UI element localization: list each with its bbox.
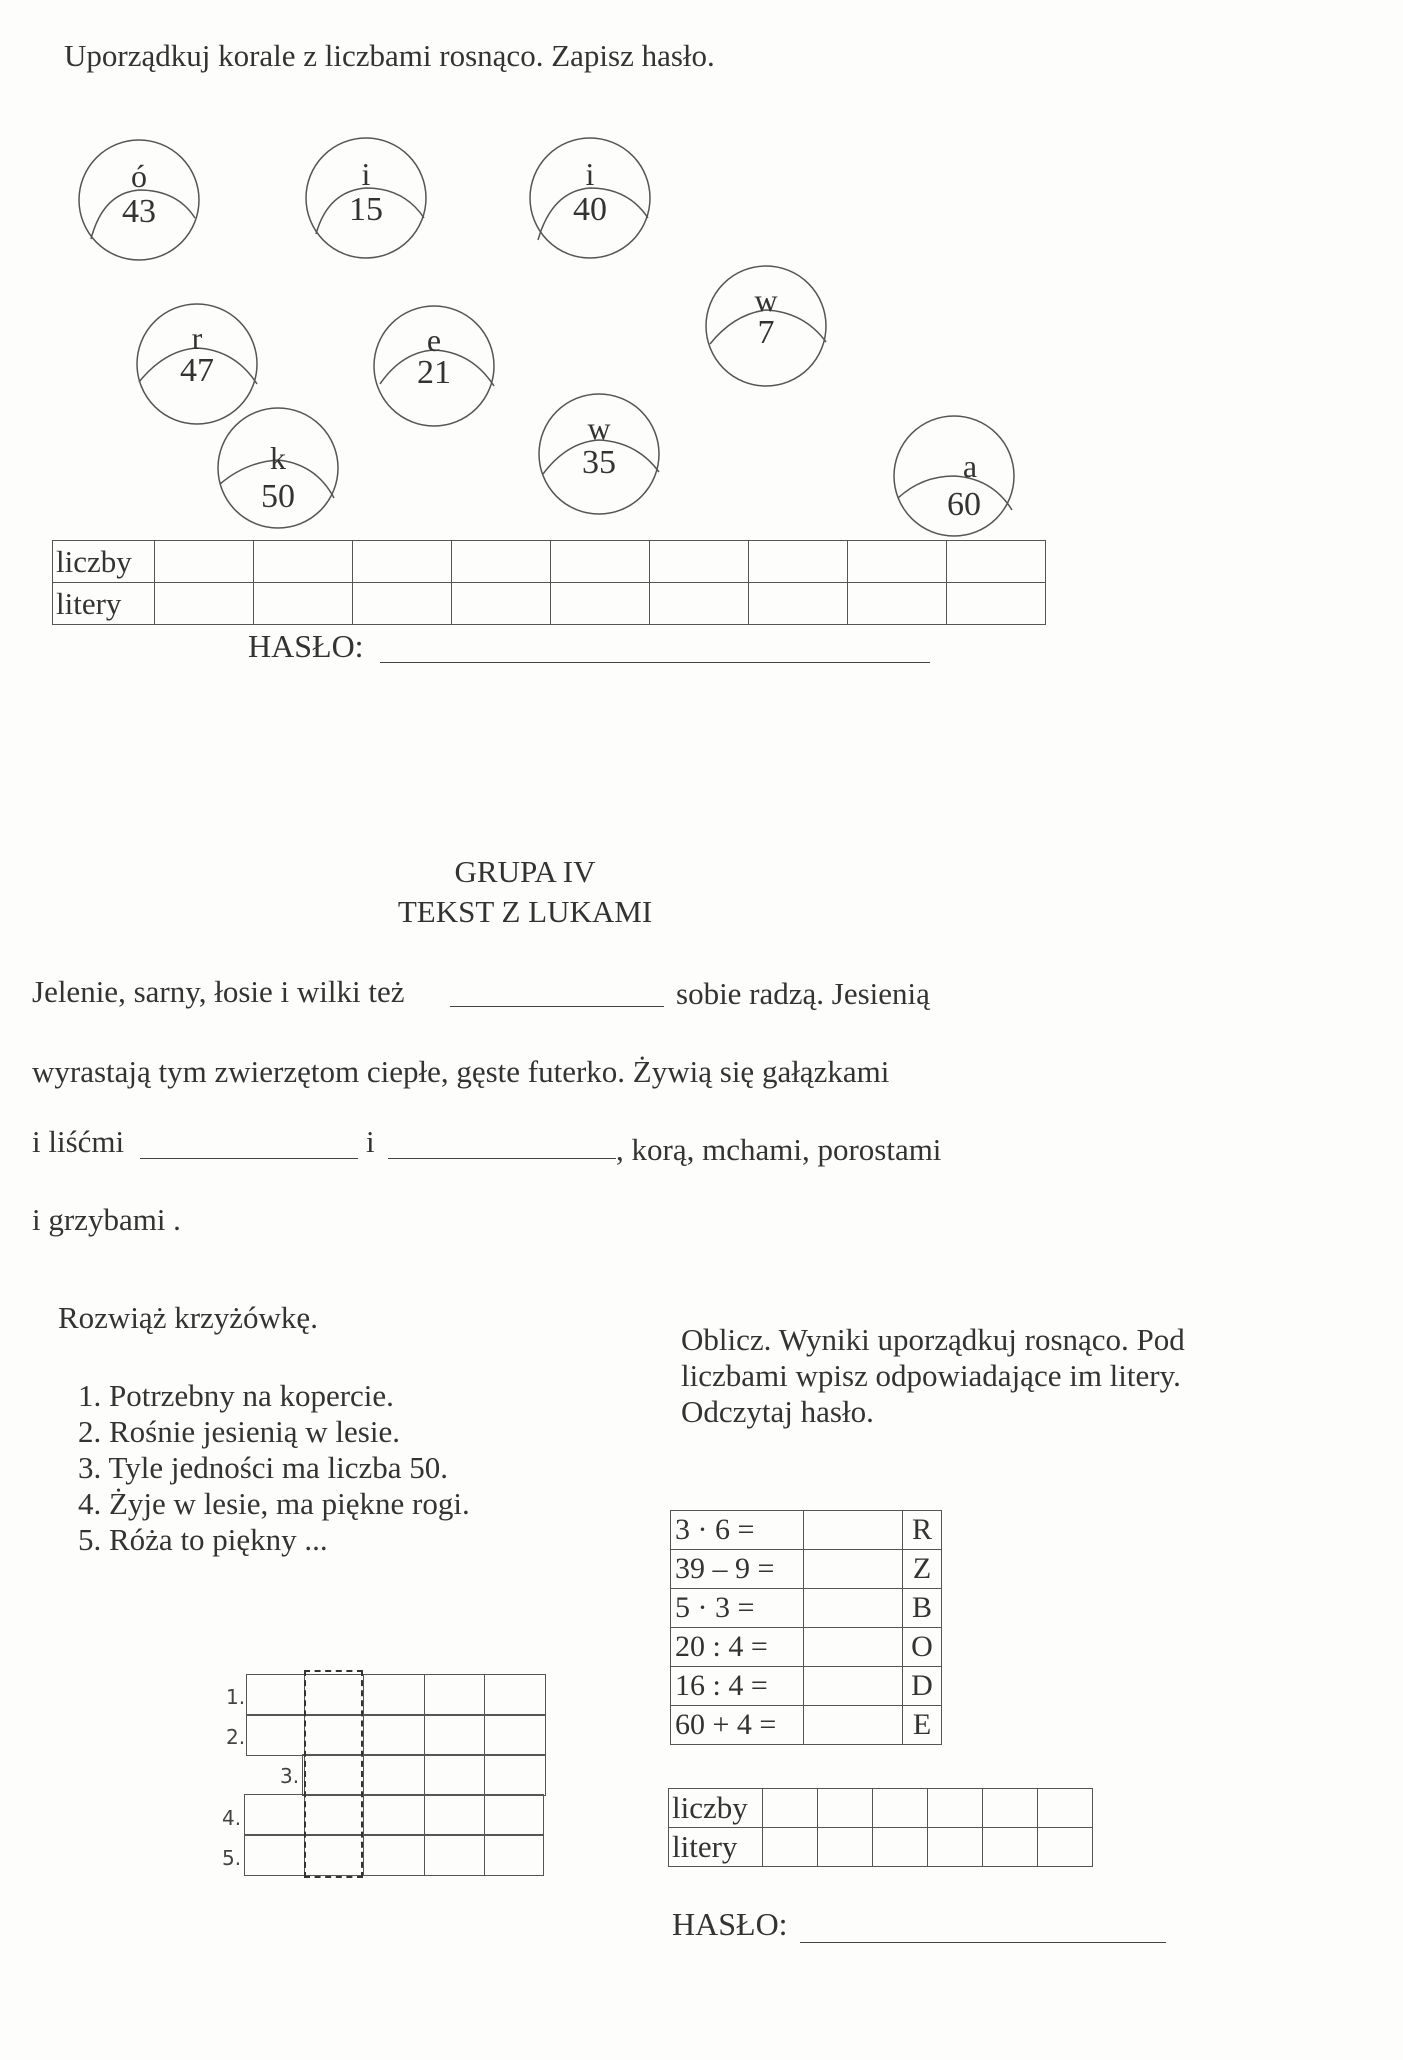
row-label-numbers: liczby [669,1789,763,1828]
calc-password-label: HASŁO: [672,1906,788,1942]
answer-cell[interactable] [254,541,353,583]
bead [304,136,428,260]
bead [372,304,496,428]
clue: 4. Żyje w lesie, ma piękne rogi. [78,1486,470,1521]
crossword-row-1[interactable] [246,1674,546,1716]
calc-row [671,1706,942,1745]
task1-answer-table [52,540,1046,625]
crossword-row-number: 1. [226,1685,246,1709]
answer-cell[interactable] [947,583,1046,625]
calc-instruction-line2: liczbami wpisz odpowiadające im litery. [681,1358,1181,1393]
calc-result-cell[interactable] [804,1706,903,1745]
crossword-instruction: Rozwiąż krzyżówkę. [58,1300,318,1335]
bead-number: 43 [122,193,156,230]
calc-expression: 3 · 6 = [671,1511,804,1550]
clue: 5. Róża to piękny ... [78,1522,328,1557]
crossword-row-2[interactable] [246,1714,546,1756]
bead-number: 50 [261,478,295,515]
calc-instruction-line3: Odczytaj hasło. [681,1394,874,1429]
bead-letter: ó [131,158,147,194]
calc-expression: 5 · 3 = [671,1589,804,1628]
answer-cell[interactable] [848,583,947,625]
calc-password-line[interactable] [800,1942,1166,1943]
answer-cell[interactable] [551,541,650,583]
clue: 1. Potrzebny na kopercie. [78,1378,394,1413]
bead-number: 47 [180,352,214,389]
crossword-row-number: 3. [280,1764,300,1788]
calc-expression: 20 : 4 = [671,1628,804,1667]
text-line-4: i grzybami . [32,1202,181,1237]
bead-letter: i [361,156,371,192]
calc-result-cell[interactable] [804,1589,903,1628]
calc-row [671,1511,942,1550]
answer-cell[interactable] [873,1789,928,1828]
answer-cell[interactable] [650,583,749,625]
task1-instruction: Uporządkuj korale z liczbami rosnąco. Zapisz hasło. [64,38,715,73]
bead-letter: k [270,440,286,476]
crossword-row-number: 5. [222,1846,242,1870]
calc-expression: 60 + 4 = [671,1706,804,1745]
answer-cell[interactable] [818,1828,873,1867]
answer-cell[interactable] [818,1789,873,1828]
text-line-3b: i [366,1124,375,1159]
calc-letter: E [903,1706,942,1745]
calc-result-cell[interactable] [804,1550,903,1589]
crossword-row-number: 4. [222,1806,242,1830]
answer-cell[interactable] [551,583,650,625]
bead-letter: i [585,156,595,192]
bead [216,406,340,530]
answer-cell[interactable] [749,583,848,625]
calc-letter: O [903,1628,942,1667]
calc-result-cell[interactable] [804,1628,903,1667]
bead-number: 7 [757,314,775,351]
clue: 2. Rośnie jesienią w lesie. [78,1414,400,1449]
calc-letter: Z [903,1550,942,1589]
gap-1[interactable] [450,1006,664,1007]
answer-cell[interactable] [353,541,452,583]
answer-cell[interactable] [353,583,452,625]
text-line-1b: sobie radzą. Jesienią [676,976,930,1011]
calc-table [670,1510,942,1745]
answer-cell[interactable] [452,541,551,583]
answer-cell[interactable] [155,583,254,625]
answer-cell[interactable] [155,541,254,583]
group-title: GRUPA IV [454,854,596,889]
bead-letter: r [191,320,203,356]
bead-number: 40 [573,191,607,228]
crossword-row-4[interactable] [244,1794,544,1836]
answer-cell[interactable] [763,1789,818,1828]
gap-3[interactable] [388,1158,616,1159]
bead-letter: e [426,322,442,358]
password-line[interactable] [380,662,930,663]
answer-cell[interactable] [947,541,1046,583]
row-label-numbers: liczby [53,541,155,583]
crossword-column-line [424,1674,425,1876]
calc-expression: 16 : 4 = [671,1667,804,1706]
answer-cell[interactable] [254,583,353,625]
text-line-2: wyrastają tym zwierzętom ciepłe, gęste futerko. Żywią się gałązkami [32,1054,890,1089]
password-label: HASŁO: [248,628,364,664]
answer-cell[interactable] [873,1828,928,1867]
bead [528,136,652,260]
row-label-letters: litery [53,583,155,625]
calc-letter: B [903,1589,942,1628]
answer-cell[interactable] [1038,1789,1093,1828]
bead-number: 35 [582,444,616,481]
group-subtitle: TEKST Z LUKAMI [397,894,653,929]
text-line-3c: , korą, mchami, porostami [616,1132,942,1167]
bead [704,264,828,388]
text-line-1a: Jelenie, sarny, łosie i wilki też [32,974,405,1009]
calc-row [671,1667,942,1706]
bead-number: 15 [349,191,383,228]
crossword-column-line [363,1674,364,1876]
bead [77,138,201,262]
calc-row [671,1628,942,1667]
bead-letter: w [587,410,611,446]
calc-result-cell[interactable] [804,1667,903,1706]
crossword-row-number: 2. [226,1725,246,1749]
answer-cell[interactable] [650,541,749,583]
bead-number: 21 [417,354,451,391]
crossword-column-line [484,1674,485,1876]
calc-row [671,1550,942,1589]
calc-row [671,1589,942,1628]
calc-result-cell[interactable] [804,1511,903,1550]
calc-expression: 39 – 9 = [671,1550,804,1589]
bead [537,392,661,516]
text-line-3a: i liśćmi [32,1124,125,1159]
answer-cell[interactable] [749,541,848,583]
bead-number: 60 [947,486,981,523]
answer-cell[interactable] [1038,1828,1093,1867]
bead-letter: a [962,448,978,484]
bead [892,414,1016,538]
bead-letter: w [754,282,778,318]
answer-cell[interactable] [848,541,947,583]
answer-cell[interactable] [928,1828,983,1867]
answer-cell[interactable] [983,1789,1038,1828]
answer-cell[interactable] [928,1789,983,1828]
crossword-row-5[interactable] [244,1834,544,1876]
calc-answer-table [668,1788,1093,1867]
answer-cell[interactable] [763,1828,818,1867]
answer-cell[interactable] [452,583,551,625]
answer-cell[interactable] [983,1828,1038,1867]
calc-letter: R [903,1511,942,1550]
row-label-letters: litery [669,1828,763,1867]
crossword-password-column [304,1670,363,1878]
gap-2[interactable] [140,1158,358,1159]
calc-instruction-line1: Oblicz. Wyniki uporządkuj rosnąco. Pod [681,1322,1185,1357]
calc-letter: D [903,1667,942,1706]
clue: 3. Tyle jedności ma liczba 50. [78,1450,449,1485]
